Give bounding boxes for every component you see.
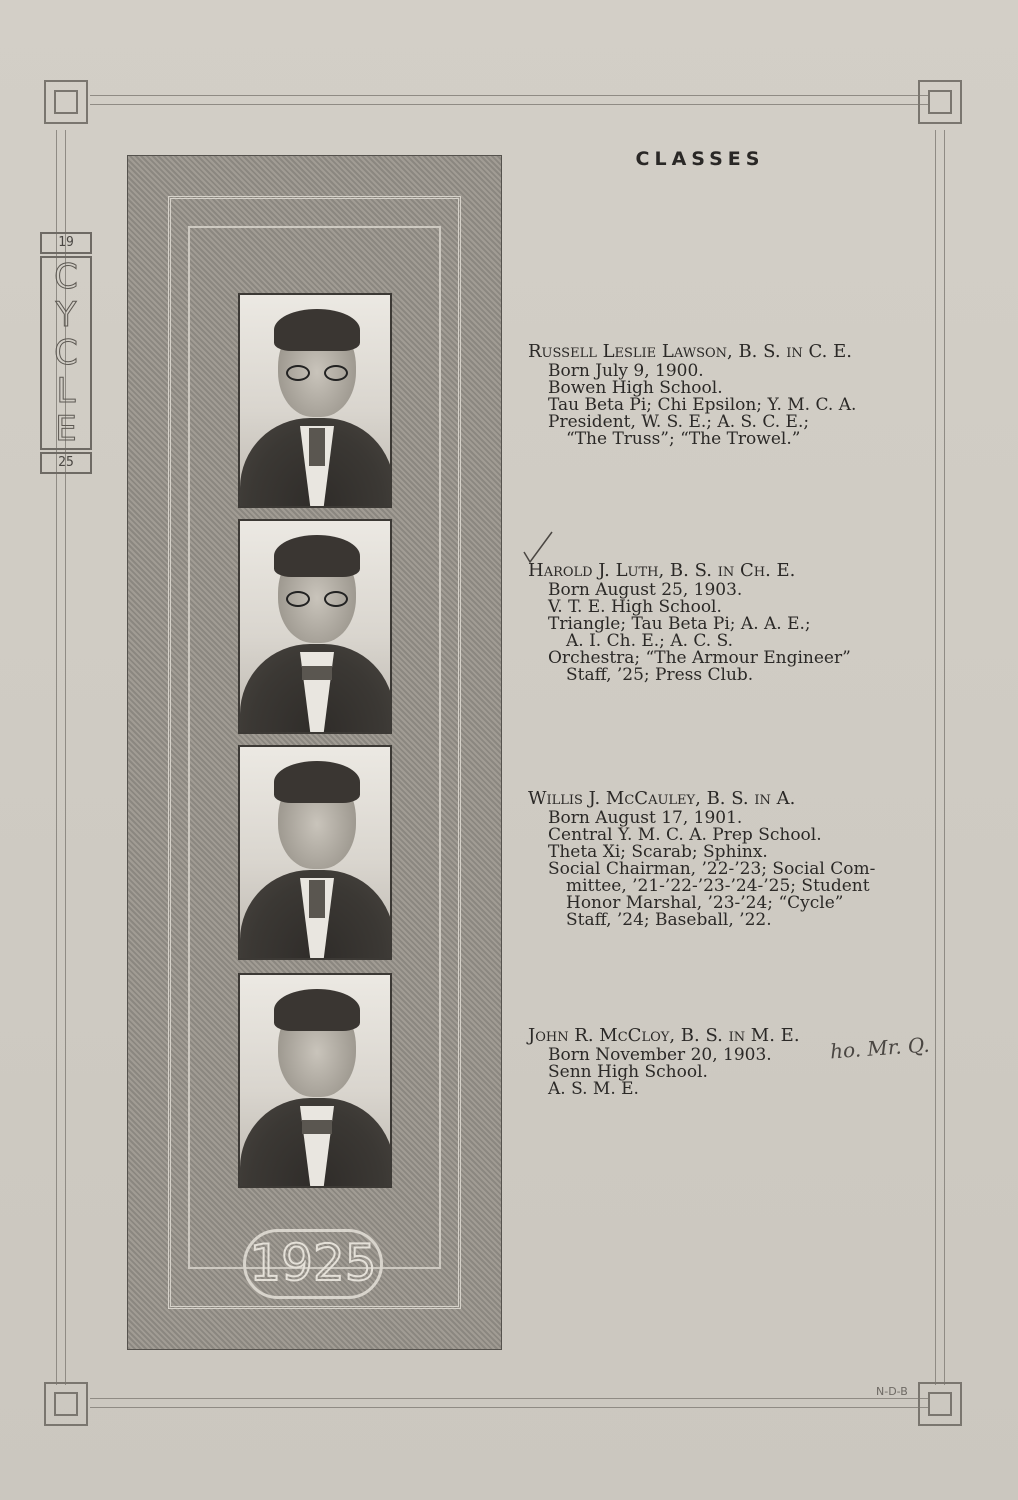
- entry-line: mittee, ’21-’22-’23-’24-’25; Student: [566, 876, 870, 896]
- page-title: CLASSES: [635, 148, 765, 170]
- emblem-letter: C: [54, 257, 78, 297]
- entry-line: Staff, ’24; Baseball, ’22.: [566, 910, 772, 930]
- emblem-letters: [40, 256, 92, 450]
- entry-line: Theta Xi; Scarab; Sphinx.: [548, 842, 768, 862]
- entry-line: Honor Marshal, ’23-’24; “Cycle”: [566, 893, 844, 913]
- corner-ornament-bottom-left: [44, 1382, 88, 1426]
- corner-mark: N-D-B: [876, 1385, 908, 1398]
- photo-panel: [127, 155, 502, 1350]
- entry-line: Central Y. M. C. A. Prep School.: [548, 825, 822, 845]
- entry-line: Born July 9, 1900.: [548, 361, 704, 381]
- emblem-letter: E: [55, 409, 77, 449]
- entry-name: Harold J. Luth, B. S. in Ch. E.: [528, 560, 796, 581]
- entry-line: Born November 20, 1903.: [548, 1045, 772, 1065]
- portrait-photo-lawson: [238, 293, 392, 508]
- portrait-photo-mccauley: [238, 745, 392, 960]
- entry-luth: [528, 562, 918, 684]
- portrait-photo-mccloy: [238, 973, 392, 1188]
- entry-line: President, W. S. E.; A. S. C. E.;: [548, 412, 810, 432]
- entry-name: Russell Leslie Lawson, B. S. in C. E.: [528, 341, 852, 362]
- entry-line: Staff, ’25; Press Club.: [566, 665, 754, 685]
- emblem-letter: C: [54, 333, 78, 373]
- entry-line: Social Chairman, ’22-’23; Social Com-: [548, 859, 876, 879]
- frame-bottom-border: [90, 1398, 930, 1408]
- entry-name: John R. McCloy, B. S. in M. E.: [528, 1025, 800, 1046]
- entry-lawson: [528, 343, 918, 448]
- entry-line: Orchestra; “The Armour Engineer”: [548, 648, 851, 668]
- frame-top-border: [90, 95, 930, 105]
- entry-line: Senn High School.: [548, 1062, 708, 1082]
- entry-mccauley: [528, 790, 918, 929]
- entry-line: Bowen High School.: [548, 378, 723, 398]
- corner-ornament-top-left: [44, 80, 88, 124]
- emblem-year-top: 19: [40, 232, 92, 254]
- entry-line: A. S. M. E.: [548, 1079, 639, 1099]
- entry-name: Willis J. McCauley, B. S. in A.: [528, 788, 796, 809]
- entry-line: Tau Beta Pi; Chi Epsilon; Y. M. C. A.: [548, 395, 857, 415]
- corner-ornament-top-right: [918, 80, 962, 124]
- entry-line: Born August 25, 1903.: [548, 580, 743, 600]
- entry-line: V. T. E. High School.: [548, 597, 722, 617]
- handwritten-note: ho. Mr. Q.: [829, 1032, 931, 1064]
- corner-ornament-bottom-right: [918, 1382, 962, 1426]
- entry-line: Triangle; Tau Beta Pi; A. A. E.;: [548, 614, 811, 634]
- cycle-emblem: [38, 230, 94, 490]
- emblem-letter: Y: [55, 295, 77, 335]
- entry-line: Born August 17, 1901.: [548, 808, 743, 828]
- entry-line: “The Truss”; “The Trowel.”: [566, 429, 801, 449]
- frame-right-border: [935, 130, 945, 1385]
- emblem-year-bottom: 25: [40, 452, 92, 474]
- portrait-photo-luth: [238, 519, 392, 734]
- panel-year-ornament: 1925: [243, 1229, 383, 1299]
- emblem-letter: L: [56, 371, 76, 411]
- entry-line: A. I. Ch. E.; A. C. S.: [566, 631, 734, 651]
